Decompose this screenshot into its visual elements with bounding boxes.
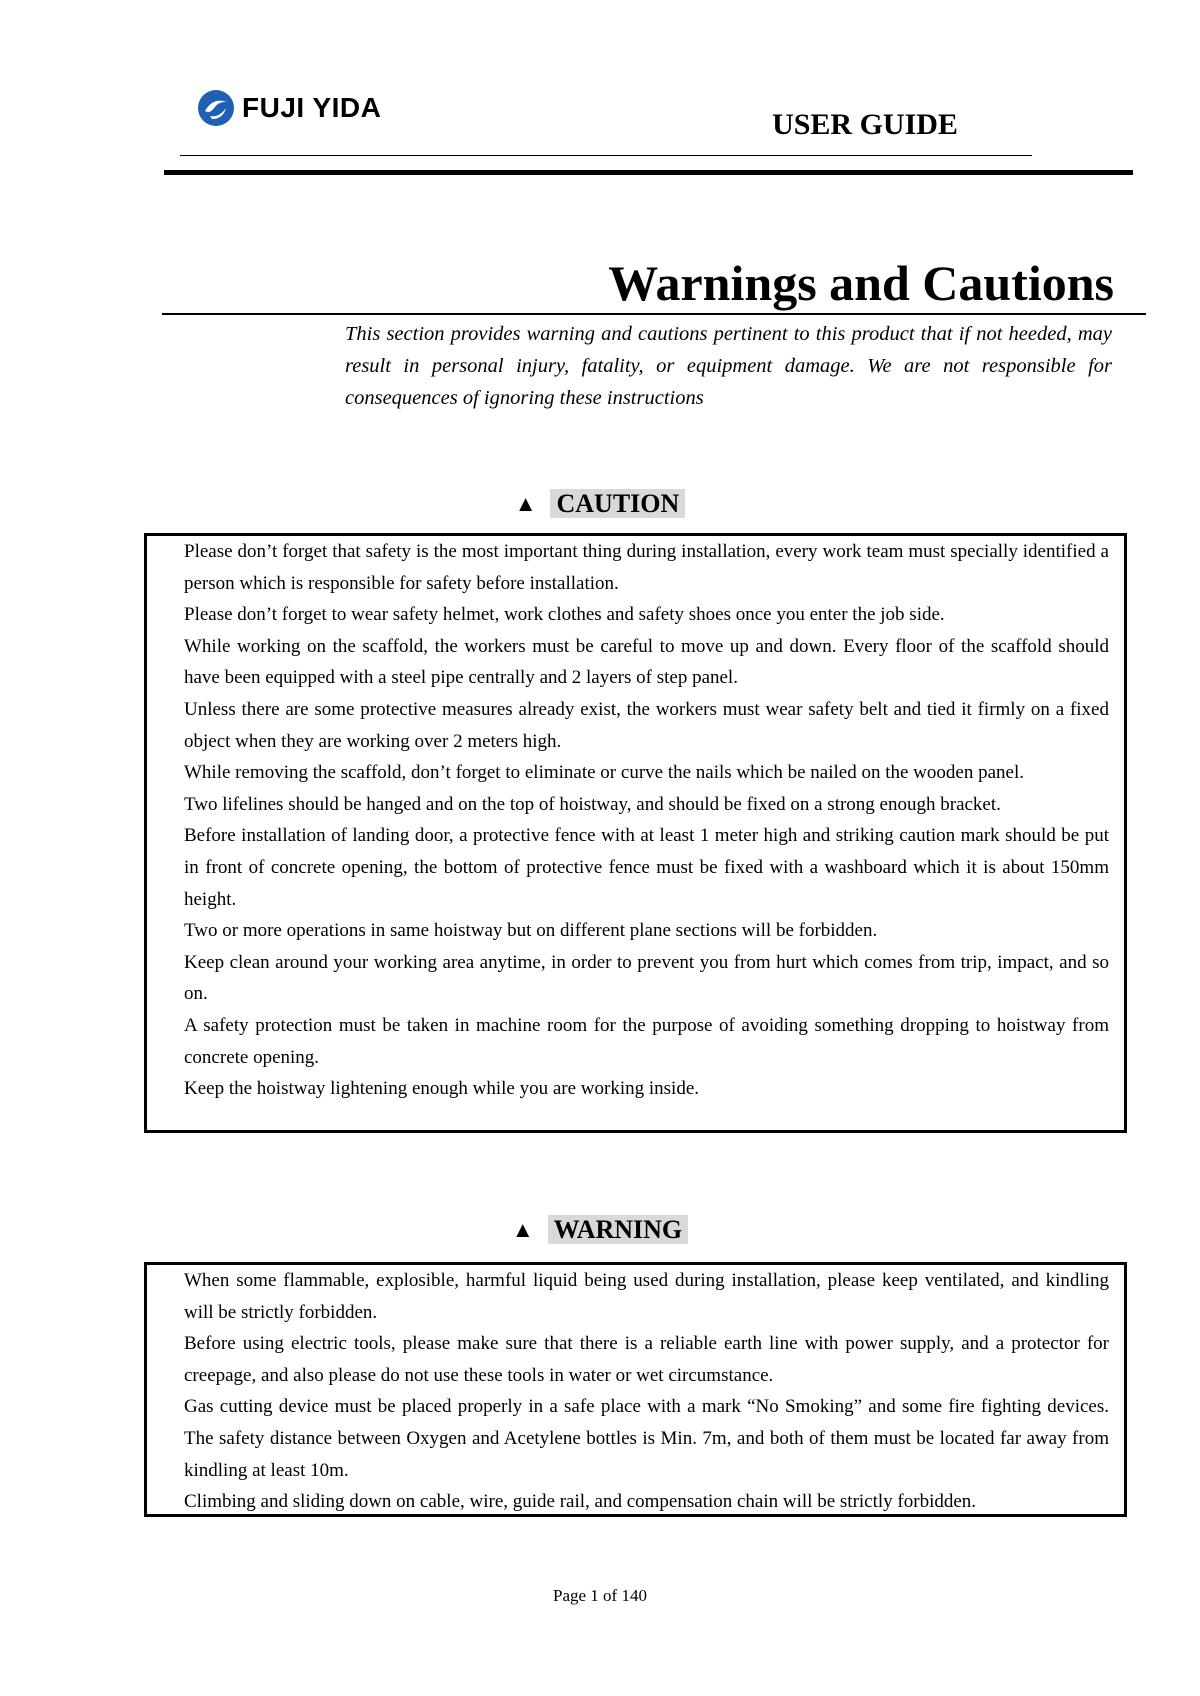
warning-label: WARNING (548, 1215, 689, 1244)
warning-heading (0, 1215, 1200, 1245)
warning-item: Gas cutting device must be placed properly in a safe place with a mark “No Smoking” and some fire fighting devices. The safety distance between Oxygen and Acetylene bottles is Min. 7m, and both of them must be located far away from kindling at least 10m. (184, 1396, 1109, 1481)
caution-item: Keep clean around your working area anytime, in order to prevent you from hurt which comes from trip, impact, and so on. (184, 951, 1109, 1005)
caution-item: Please don’t forget to wear safety helmet, work clothes and safety shoes once you enter the job side. (184, 604, 945, 626)
header-divider-thin (180, 155, 1032, 156)
caution-item: While working on the scaffold, the workers must be careful to move up and down. Every floor of the scaffold should have been equipped with a steel pipe centrally and 2 layers of step panel. (184, 635, 1109, 689)
section-title-rule (162, 313, 1146, 315)
page-number: Page 1 of 140 (553, 1586, 647, 1605)
caution-item: Two or more operations in same hoistway but on different plane sections will be forbidden. (184, 920, 878, 942)
caution-label: CAUTION (550, 489, 685, 518)
warning-triangle-icon: ▲ (514, 491, 537, 516)
section-intro: This section provides warning and cautions pertinent to this product that if not heeded, may result in personal injury, fatality, or equipment damage. We are not responsible for consequences of ignoring these instructions (345, 323, 1112, 409)
fuji-yida-logo-icon (196, 88, 236, 128)
caution-item: Unless there are some protective measures already exist, the workers must wear safety belt and tied it firmly on a fixed object when they are working over 2 meters high. (184, 698, 1109, 752)
logo-text: FUJI YIDA (242, 92, 382, 123)
warning-item: Climbing and sliding down on cable, wire, guide rail, and compensation chain will be strictly forbidden. (184, 1491, 977, 1513)
caution-item: Two lifelines should be hanged and on the top of hoistway, and should be fixed on a strong enough bracket. (184, 793, 1001, 815)
header-divider-thick (164, 170, 1133, 175)
header-title: USER GUIDE (772, 108, 958, 141)
caution-item: Keep the hoistway lightening enough while you are working inside. (184, 1078, 700, 1100)
caution-box (144, 533, 1127, 1133)
warning-item: When some flammable, explosible, harmful liquid being used during installation, please keep ventilated, and kindling will be strictly forbidden. (184, 1270, 1109, 1323)
warning-box (144, 1262, 1127, 1517)
caution-item: Please don’t forget that safety is the most important thing during installation, every work team must specially identified a person which is responsible for safety before installation. (184, 541, 1109, 594)
caution-item: A safety protection must be taken in machine room for the purpose of avoiding something dropping to hoistway from concrete opening. (184, 1014, 1109, 1068)
warning-item: Before using electric tools, please make sure that there is a reliable earth line with power supply, and a protector for creepage, and also please do not use these tools in water or wet circumstance. (184, 1333, 1109, 1386)
company-logo (196, 88, 381, 128)
section-title: Warnings and Cautions (608, 255, 1114, 311)
caution-item: While removing the scaffold, don’t forget to eliminate or curve the nails which be nailed on the wooden panel. (184, 762, 1024, 784)
caution-item: Before installation of landing door, a protective fence with at least 1 meter high and striking caution mark should be put in front of concrete opening, the bottom of protective fence must be fixed with a washboard which it is about 150mm height. (184, 825, 1109, 910)
warning-triangle-icon: ▲ (511, 1217, 534, 1242)
caution-heading (0, 489, 1200, 519)
